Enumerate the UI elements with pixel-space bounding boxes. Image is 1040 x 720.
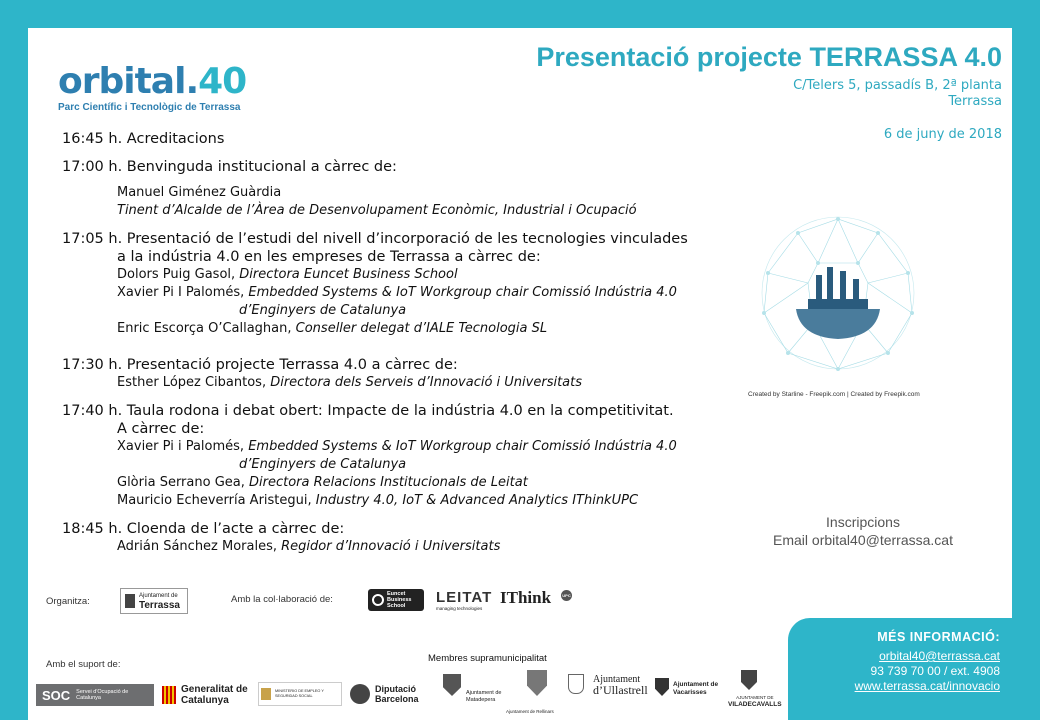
- speaker-line: [62, 538, 742, 556]
- ullastrell-name: d’Ullastrell: [593, 683, 648, 697]
- speaker-role: Conseller delegat d’IALE Tecnologia SL: [295, 321, 548, 336]
- agenda: [62, 130, 742, 566]
- diputacio-emblem-icon: [350, 684, 370, 704]
- ithink-logo: IThink: [500, 588, 552, 607]
- inscriptions-title: Inscripcions: [826, 514, 900, 530]
- rellinars-name: Ajuntament de Rellinars: [506, 709, 554, 714]
- speaker-name: Enric Escorça O’Callaghan,: [117, 321, 296, 336]
- ajuntament-terrassa-logo: [120, 588, 188, 614]
- event-date: 6 de juny de 2018: [883, 127, 1002, 142]
- agenda-item: [62, 520, 742, 556]
- brand-name: orbital.: [58, 61, 199, 102]
- upc-badge: UPC: [561, 590, 572, 601]
- ajuntament-terrassa-name: Terrassa: [139, 600, 180, 611]
- speaker-line: [62, 438, 742, 456]
- address-line-2: Terrassa: [948, 94, 1002, 109]
- speaker-role: Directora Euncet Business School: [239, 267, 458, 282]
- speaker-name: Esther López Cibantos,: [117, 375, 271, 390]
- inscriptions: [728, 513, 998, 549]
- agenda-heading: 17:40 h. Taula rodona i debat obert: Impacte de la indústria 4.0 en la competitivitat.: [62, 403, 674, 419]
- euncet-circle-icon: [372, 594, 384, 606]
- brand-number: 40: [198, 61, 247, 102]
- speaker-role: Embedded Systems & IoT Workgroup chair Comissió Indústria 4.0: [248, 439, 677, 454]
- speaker-role: Industry 4.0, IoT & Advanced Analytics IThinkUPC: [315, 493, 639, 508]
- ullastrell-logo: [593, 674, 648, 696]
- speaker-line: [62, 492, 742, 510]
- ullastrell-top: Ajuntament: [593, 674, 641, 685]
- euncet-name: Euncet Business School: [387, 591, 412, 609]
- soc-name: SOC: [42, 687, 71, 703]
- speaker-line: [62, 284, 742, 302]
- ministerio-logo: [258, 682, 342, 706]
- viladecavalls-name: VILADECAVALLS: [728, 701, 782, 708]
- agenda-heading: 18:45 h. Cloenda de l’acte a càrrec de:: [62, 521, 345, 537]
- speaker-name: Mauricio Echeverría Aristegui,: [117, 493, 316, 508]
- diputacio-name: Diputació Barcelona: [375, 684, 419, 704]
- agenda-heading: 17:05 h. Presentació de l’estudi del nivell d’incorporació de les tecnologies vinculades: [62, 231, 688, 247]
- speaker-line: [62, 374, 742, 392]
- speaker-role: Directora Relacions Institucionals de Leitat: [249, 475, 528, 490]
- shield-icon: [125, 594, 135, 608]
- vacarisses-shield-icon: [655, 678, 669, 696]
- rellinars-shield-icon: [527, 670, 547, 696]
- agenda-heading: 17:00 h. Benvinguda institucional a càrrec de:: [62, 159, 397, 175]
- generalitat-name: Generalitat de Catalunya: [181, 684, 248, 706]
- speaker-line: [62, 320, 742, 338]
- agenda-item: [62, 230, 742, 346]
- ullastrell-shield-icon: [568, 674, 584, 694]
- ministerio-name: MINISTERIO DE EMPLEO Y SEGURIDAD SOCIAL: [275, 689, 324, 698]
- agenda-item: [62, 356, 742, 392]
- speaker-name: Manuel Giménez Guàrdia: [117, 185, 282, 200]
- industry-network-illustration: [758, 213, 918, 373]
- leitat-tagline: managing technologies: [436, 606, 483, 611]
- more-info-phone: 93 739 70 00 / ext. 4908: [870, 664, 1000, 678]
- brand-subtitle: Parc Científic i Tecnològic de Terrassa: [58, 102, 241, 113]
- event-flyer: [28, 28, 1012, 720]
- speaker-role-cont: d’Enginyers de Catalunya: [239, 457, 407, 472]
- image-credit: Created by Starline - Freepik.com | Created by Freepik.com: [748, 391, 920, 398]
- more-info-web-link[interactable]: www.terrassa.cat/innovacio: [854, 679, 1000, 693]
- more-info-email-link[interactable]: orbital40@terrassa.cat: [879, 649, 1000, 663]
- matadepera-shield-icon: [443, 674, 461, 696]
- speaker-name: Glòria Serrano Gea,: [117, 475, 249, 490]
- speaker-name: Adrián Sánchez Morales,: [117, 539, 282, 554]
- speaker-name: Xavier Pi I Palomés,: [117, 285, 249, 300]
- viladecavalls-shield-icon: [741, 670, 757, 690]
- inscriptions-email[interactable]: Email orbital40@terrassa.cat: [773, 532, 953, 548]
- suport-label: Amb el suport de:: [46, 659, 121, 670]
- agenda-heading-cont: A càrrec de:: [117, 421, 205, 437]
- agenda-heading: 17:30 h. Presentació projecte Terrassa 4.0 a càrrec de:: [62, 357, 458, 373]
- speaker-name: Dolors Puig Gasol,: [117, 267, 240, 282]
- agenda-item: [62, 158, 742, 220]
- matadepera-name: Ajuntament de Matadepera: [466, 690, 502, 703]
- soc-subtitle: Servei d'Ocupació de Catalunya: [76, 689, 129, 701]
- speaker-name: Xavier Pi i Palomés,: [117, 439, 249, 454]
- speaker-line: [62, 266, 742, 284]
- orbital40-logo: [58, 61, 247, 113]
- speaker-role: Directora dels Serveis d’Innovació i Universitats: [270, 375, 583, 390]
- collab-label: Amb la col·laboració de:: [231, 594, 333, 605]
- address-line-1: C/Telers 5, passadís B, 2ª planta: [793, 78, 1002, 93]
- generalitat-logo: [162, 682, 253, 708]
- vacarisses-name: Ajuntament de Vacarisses: [673, 681, 719, 696]
- ajuntament-terrassa-top: Ajuntament de: [139, 593, 178, 599]
- speaker-role: Embedded Systems & IoT Workgroup chair Comissió Indústria 4.0: [248, 285, 677, 300]
- event-title: Presentació projecte TERRASSA 4.0: [536, 42, 1002, 72]
- viladecavalls-logo: [728, 694, 782, 708]
- agenda-heading: 16:45 h. Acreditacions: [62, 131, 225, 147]
- agenda-item: [62, 130, 742, 148]
- event-address: [793, 78, 1002, 110]
- speaker-role-cont: d’Enginyers de Catalunya: [239, 303, 407, 318]
- organitza-label: Organitza:: [46, 596, 90, 607]
- euncet-logo: [368, 589, 424, 611]
- speaker-role: Regidor d’Innovació i Universitats: [281, 539, 501, 554]
- more-info-panel: [788, 618, 1012, 720]
- agenda-heading-cont: a la indústria 4.0 en les empreses de Terrassa a càrrec de:: [117, 249, 541, 265]
- soc-logo: [36, 684, 154, 706]
- more-info-title: MÉS INFORMACIÓ:: [877, 630, 1000, 644]
- spain-shield-icon: [261, 688, 271, 700]
- viladecavalls-top: AJUNTAMENT DE: [736, 695, 774, 700]
- speaker-line: [62, 474, 742, 492]
- speaker-role: Tinent d’Alcalde de l’Àrea de Desenvolupament Econòmic, Industrial i Ocupació: [117, 203, 637, 218]
- diputacio-logo: [350, 680, 419, 708]
- agenda-item: [62, 402, 742, 510]
- membres-label: Membres supramunicipalitat: [428, 653, 547, 664]
- senyera-icon: [162, 686, 176, 704]
- leitat-logo: LEITAT: [436, 589, 493, 606]
